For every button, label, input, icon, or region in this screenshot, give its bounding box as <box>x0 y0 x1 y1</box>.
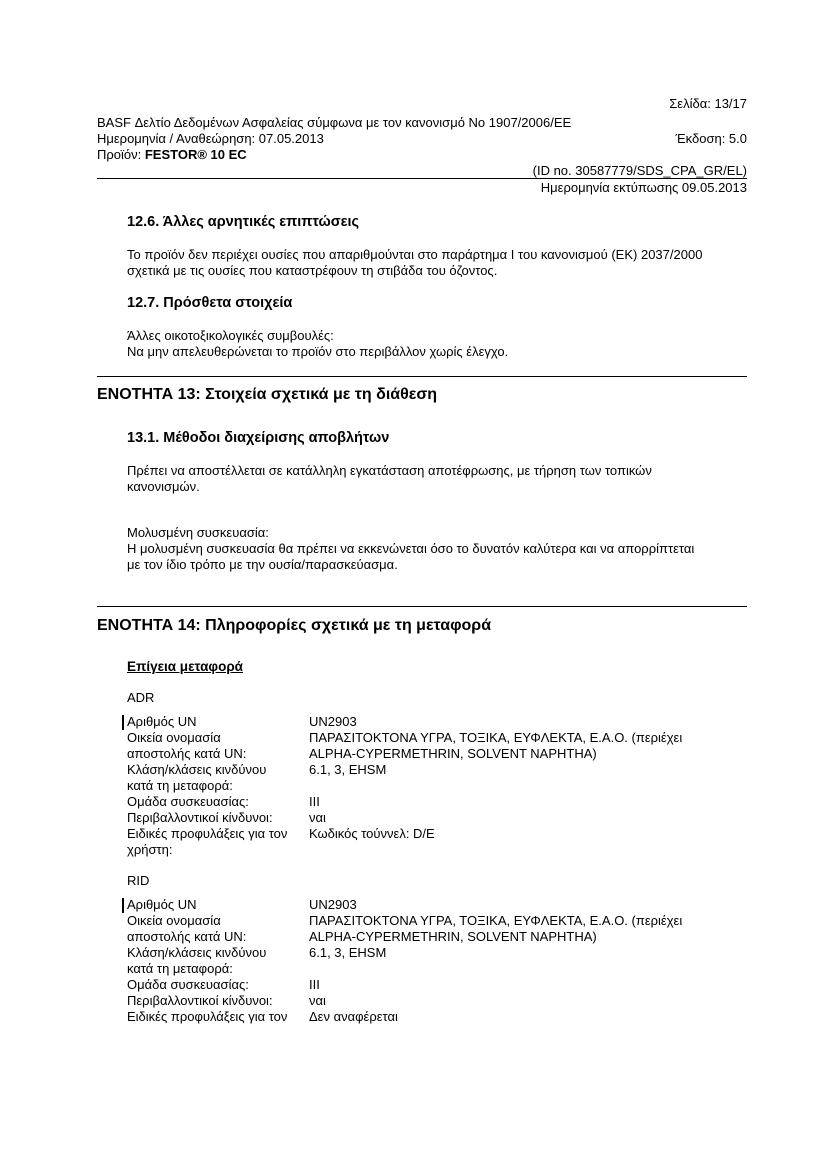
section-12-7-text-line2: Να μην απελευθερώνεται το προϊόν στο περιβάλλον χωρίς έλεγχο. <box>127 344 509 359</box>
adr-special-precautions-label-2: χρήστη: <box>127 842 173 857</box>
rid-hazard-class-label-2: κατά τη μεταφορά: <box>127 961 233 976</box>
rid-un-value: UN2903 <box>309 897 357 912</box>
adr-packing-group-label: Ομάδα συσκευασίας: <box>127 794 249 809</box>
adr-special-precautions-value: Κωδικός τούννελ: D/E <box>309 826 435 841</box>
rid-shipping-name-value-1: ΠΑΡΑΣΙΤΟΚΤΟΝΑ ΥΓΡΑ, ΤΟΞΙΚΑ, ΕΥΦΛΕΚΤΑ, Ε.Α.Ο. (περιέχει <box>309 913 683 928</box>
adr-shipping-name-value-1: ΠΑΡΑΣΙΤΟΚΤΟΝΑ ΥΓΡΑ, ΤΟΞΙΚΑ, ΕΥΦΛΕΚΤΑ, Ε.Α.Ο. (περιέχει <box>309 730 683 745</box>
rid-environmental-hazards-value: ναι <box>309 993 326 1008</box>
page-number: Σελίδα: 13/17 <box>669 96 747 111</box>
adr-hazard-class-value: 6.1, 3, EHSM <box>309 762 387 777</box>
adr-hazard-class-label-2: κατά τη μεταφορά: <box>127 778 233 793</box>
rid-environmental-hazards-label: Περιβαλλοντικοί κίνδυνοι: <box>127 993 273 1008</box>
section-12-7-text-line1: Άλλες οικοτοξικολογικές συμβουλές: <box>127 328 334 343</box>
header-divider <box>97 178 747 179</box>
adr-special-precautions-label-1: Ειδικές προφυλάξεις για τον <box>127 826 288 841</box>
version: Έκδοση: 5.0 <box>675 131 747 146</box>
section-12-6-text-line2: σχετικά με τις ουσίες που καταστρέφουν τη στιβάδα του όζοντος. <box>127 263 498 278</box>
rid-un-label: Αριθμός UN <box>127 897 197 912</box>
rid-shipping-name-label-2: αποστολής κατά UN: <box>127 929 247 944</box>
adr-hazard-class-label-1: Κλάση/κλάσεις κινδύνου <box>127 762 267 777</box>
adr-un-value: UN2903 <box>309 714 357 729</box>
document-title: BASF Δελτίο Δεδομένων Ασφαλείας σύμφωνα με τον κανονισμό No 1907/2006/ΕΕ <box>97 115 572 130</box>
section-13-1-p2-line3: με τον ίδιο τρόπο με την ουσία/παρασκεύασμα. <box>127 557 398 572</box>
rid-heading: RID <box>127 873 150 888</box>
land-transport-heading: Επίγεια μεταφορά <box>127 659 243 674</box>
product-name: FESTOR® 10 EC <box>144 147 247 162</box>
print-date: Ημερομηνία εκτύπωσης 09.05.2013 <box>540 180 747 195</box>
adr-table <box>127 714 747 858</box>
rid-table <box>127 897 747 1025</box>
rid-packing-group-label: Ομάδα συσκευασίας: <box>127 977 249 992</box>
revision-date: Ημερομηνία / Αναθεώρηση: 07.05.2013 <box>97 131 324 146</box>
section-13-1-title: 13.1. Μέθοδοι διαχείρισης αποβλήτων <box>127 430 390 446</box>
adr-environmental-hazards-label: Περιβαλλοντικοί κίνδυνοι: <box>127 810 273 825</box>
section-13-1-p1-line2: κανονισμών. <box>127 479 200 494</box>
section-13-1-p2-line1: Μολυσμένη συσκευασία: <box>127 525 269 540</box>
rid-special-precautions-label-1: Ειδικές προφυλάξεις για τον <box>127 1009 288 1024</box>
document-id: (ID no. 30587779/SDS_CPA_GR/EL) <box>532 163 747 178</box>
adr-un-label: Αριθμός UN <box>127 714 197 729</box>
rid-shipping-name-value-2: ALPHA-CYPERMETHRIN, SOLVENT NAPHTHA) <box>309 929 597 944</box>
section-12-7-title: 12.7. Πρόσθετα στοιχεία <box>127 295 293 311</box>
rid-hazard-class-label-1: Κλάση/κλάσεις κινδύνου <box>127 945 267 960</box>
product-label: Προϊόν: <box>97 147 145 162</box>
rid-hazard-class-value: 6.1, 3, EHSM <box>309 945 387 960</box>
product-line <box>97 147 247 163</box>
rid-packing-group-value: III <box>309 977 320 992</box>
adr-heading: ADR <box>127 690 155 705</box>
adr-shipping-name-label-1: Οικεία ονομασία <box>127 730 221 745</box>
adr-packing-group-value: III <box>309 794 320 809</box>
revision-bar <box>122 715 124 730</box>
section-14-divider <box>97 606 747 607</box>
section-14-title: ΕΝΟΤΗΤΑ 14: Πληροφορίες σχετικά με τη μεταφορά <box>97 617 492 634</box>
rid-special-precautions-value: Δεν αναφέρεται <box>309 1009 398 1024</box>
section-13-divider <box>97 376 747 377</box>
section-13-1-p1-line1: Πρέπει να αποστέλλεται σε κατάλληλη εγκατάσταση αποτέφρωσης, με τήρηση των τοπικών <box>127 463 652 478</box>
adr-shipping-name-label-2: αποστολής κατά UN: <box>127 746 247 761</box>
section-12-6-title: 12.6. Άλλες αρνητικές επιπτώσεις <box>127 214 360 230</box>
rid-shipping-name-label-1: Οικεία ονομασία <box>127 913 221 928</box>
section-12-6-text-line1: Το προϊόν δεν περιέχει ουσίες που απαριθμούνται στο παράρτημα I του κανονισμού (ΕΚ) 2037/2000 <box>127 247 703 262</box>
section-13-title: ΕΝΟΤΗΤΑ 13: Στοιχεία σχετικά με τη διάθεση <box>97 386 438 403</box>
revision-bar <box>122 898 124 913</box>
section-13-1-p2-line2: Η μολυσμένη συσκευασία θα πρέπει να εκκενώνεται όσο το δυνατόν καλύτερα και να απορρίπτεται <box>127 541 695 556</box>
adr-environmental-hazards-value: ναι <box>309 810 326 825</box>
adr-shipping-name-value-2: ALPHA-CYPERMETHRIN, SOLVENT NAPHTHA) <box>309 746 597 761</box>
